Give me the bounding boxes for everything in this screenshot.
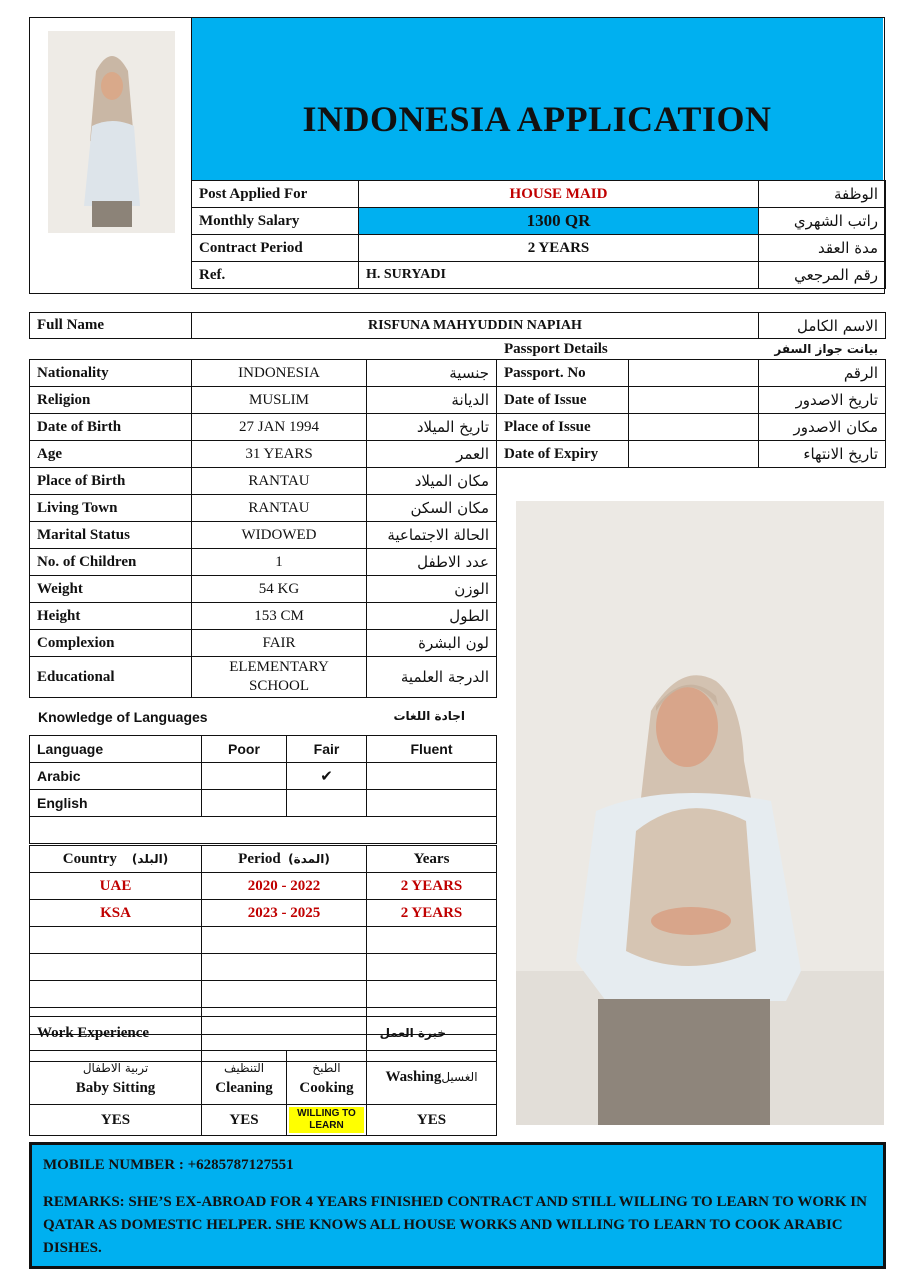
experience-years: 2 YEARS <box>367 873 497 900</box>
fair-header: Fair <box>287 736 367 763</box>
issue-date-label-ar: تاريخ الاصدور <box>759 387 886 414</box>
table-row <box>30 736 497 763</box>
contract-label: Contract Period <box>192 235 359 262</box>
skill-value: YES <box>367 1105 497 1136</box>
weight-label: Weight <box>30 576 192 603</box>
table-row <box>30 873 497 900</box>
remarks: REMARKS: SHE’S EX-ABROAD FOR 4 YEARS FINISHED CONTRACT AND STILL WILLING TO LEARN TO WORK IN QATAR AS DOMESTIC HELPER. SHE KNOWS ALL HOUSE WORKS AND WILLING TO LEARN TO COOK ARABIC DISHES. <box>43 1194 867 1256</box>
english-poor <box>202 790 287 817</box>
skill-label-ar: التنظيف <box>223 1060 265 1075</box>
dob-label: Date of Birth <box>30 414 192 441</box>
work-experience-title: Work Experience <box>37 1025 150 1041</box>
skill-label-ar: الطبخ <box>312 1060 341 1075</box>
post-label-ar: الوظفة <box>759 181 886 208</box>
passport-table <box>496 359 886 468</box>
skill-label: Cooking <box>299 1079 354 1096</box>
weight-value: 54 KG <box>192 576 367 603</box>
issue-date-value <box>629 387 759 414</box>
expiry-label: Date of Expiry <box>497 441 629 468</box>
skill-value-highlight: WILLING TO LEARN <box>289 1107 364 1133</box>
passport-title-ar: بيانت جواز السفر <box>774 342 878 356</box>
nationality-label-ar: جنسية <box>367 360 497 387</box>
experience-country: KSA <box>30 900 202 927</box>
skill-label-ar: تربية الاطفال <box>82 1060 149 1075</box>
page-title: INDONESIA APPLICATION <box>302 99 772 139</box>
applicant-photo-small <box>48 31 175 233</box>
table-row <box>497 441 886 468</box>
english-fluent <box>367 790 497 817</box>
living-town-label: Living Town <box>30 495 192 522</box>
table-row <box>30 817 497 844</box>
table-row <box>30 846 497 873</box>
table-row <box>30 1017 497 1051</box>
table-row <box>497 360 886 387</box>
age-label: Age <box>30 441 192 468</box>
salary-value: 1300 QR <box>359 208 759 235</box>
education-label-ar: الدرجة العلمية <box>367 657 497 698</box>
issue-place-label: Place of Issue <box>497 414 629 441</box>
table-row <box>30 441 497 468</box>
table-row <box>192 235 886 262</box>
job-info-table <box>191 180 886 289</box>
nationality-value: INDONESIA <box>192 360 367 387</box>
skill-value-cell <box>287 1105 367 1136</box>
skill-label: Cleaning <box>215 1079 273 1096</box>
ref-label-ar: رقم المرجعي <box>759 262 886 289</box>
table-row <box>497 414 886 441</box>
table-row <box>30 414 497 441</box>
skill-label-ar: الغسيل <box>441 1070 478 1084</box>
ref-label: Ref. <box>192 262 359 289</box>
living-town-value: RANTAU <box>192 495 367 522</box>
footer-box <box>29 1142 886 1269</box>
pob-label-ar: مكان الميلاد <box>367 468 497 495</box>
table-row <box>30 981 497 1008</box>
age-value: 31 YEARS <box>192 441 367 468</box>
full-name-value: RISFUNA MAHYUDDIN NAPIAH <box>192 313 759 339</box>
table-row <box>192 181 886 208</box>
passport-no-value <box>629 360 759 387</box>
education-label: Educational <box>30 657 192 698</box>
age-label-ar: العمر <box>367 441 497 468</box>
height-label: Height <box>30 603 192 630</box>
skill-washing <box>367 1051 497 1105</box>
country-header: Country (البلد) <box>30 846 202 873</box>
religion-value: MUSLIM <box>192 387 367 414</box>
table-row <box>30 927 497 954</box>
table-row <box>30 387 497 414</box>
table-row <box>30 1105 497 1136</box>
table-row <box>30 549 497 576</box>
dob-label-ar: تاريخ الميلاد <box>367 414 497 441</box>
table-row <box>30 900 497 927</box>
table-row <box>497 387 886 414</box>
work-experience-title-cell <box>30 1017 497 1051</box>
living-town-label-ar: مكان السكن <box>367 495 497 522</box>
religion-label: Religion <box>30 387 192 414</box>
issue-place-value <box>629 414 759 441</box>
table-row <box>30 576 497 603</box>
experience-period: 2020 - 2022 <box>202 873 367 900</box>
complexion-value: FAIR <box>192 630 367 657</box>
pob-label: Place of Birth <box>30 468 192 495</box>
table-row <box>30 630 497 657</box>
arabic-poor <box>202 763 287 790</box>
full-name-table <box>29 312 886 339</box>
ref-value: H. SURYADI <box>359 262 759 289</box>
experience-period: 2023 - 2025 <box>202 900 367 927</box>
english-fair <box>287 790 367 817</box>
table-row <box>30 1051 497 1105</box>
language-header: Language <box>30 736 202 763</box>
languages-table <box>29 735 497 844</box>
skill-value: YES <box>202 1105 287 1136</box>
expiry-label-ar: تاريخ الانتهاء <box>759 441 886 468</box>
skills-table <box>29 1050 497 1136</box>
table-row <box>30 790 497 817</box>
table-row <box>30 360 497 387</box>
applicant-figure-small-icon <box>48 31 175 233</box>
work-experience-title-row <box>29 1016 497 1051</box>
salary-label: Monthly Salary <box>192 208 359 235</box>
marital-value: WIDOWED <box>192 522 367 549</box>
years-header: Years <box>367 846 497 873</box>
passport-title: Passport Details <box>504 341 608 357</box>
table-row <box>192 208 886 235</box>
table-row <box>30 603 497 630</box>
experience-years: 2 YEARS <box>367 900 497 927</box>
salary-label-ar: راتب الشهري <box>759 208 886 235</box>
table-row <box>30 954 497 981</box>
applicant-figure-large-icon <box>516 501 884 1125</box>
expiry-value <box>629 441 759 468</box>
post-value: HOUSE MAID <box>359 181 759 208</box>
skill-label: Baby Sitting <box>75 1079 156 1096</box>
weight-label-ar: الوزن <box>367 576 497 603</box>
skill-label: Washing <box>385 1069 442 1085</box>
table-row <box>192 262 886 289</box>
children-value: 1 <box>192 549 367 576</box>
skill-cleaning <box>202 1051 287 1105</box>
poor-header: Poor <box>202 736 287 763</box>
table-row <box>30 468 497 495</box>
fluent-header: Fluent <box>367 736 497 763</box>
skill-value: YES <box>30 1105 202 1136</box>
skill-baby-sitting <box>30 1051 202 1105</box>
issue-date-label: Date of Issue <box>497 387 629 414</box>
children-label: No. of Children <box>30 549 192 576</box>
issue-place-label-ar: مكان الاصدور <box>759 414 886 441</box>
passport-no-label-ar: الرقم <box>759 360 886 387</box>
dob-value: 27 JAN 1994 <box>192 414 367 441</box>
languages-title-ar: اجادة اللغات <box>393 709 465 723</box>
religion-label-ar: الديانة <box>367 387 497 414</box>
post-label: Post Applied For <box>192 181 359 208</box>
arabic-fair-check-icon: ✔ <box>287 763 367 790</box>
pob-value: RANTAU <box>192 468 367 495</box>
table-row <box>30 522 497 549</box>
contract-label-ar: مدة العقد <box>759 235 886 262</box>
applicant-photo-large <box>516 501 884 1125</box>
skill-cooking <box>287 1051 367 1105</box>
height-label-ar: الطول <box>367 603 497 630</box>
work-experience-title-ar: خبرة العمل <box>379 1026 446 1040</box>
languages-title: Knowledge of Languages <box>38 709 208 725</box>
nationality-label: Nationality <box>30 360 192 387</box>
table-row <box>30 313 886 339</box>
height-value: 153 CM <box>192 603 367 630</box>
education-value: ELEMENTARY SCHOOL <box>192 657 367 698</box>
language-arabic: Arabic <box>30 763 202 790</box>
table-row <box>30 495 497 522</box>
contract-value: 2 YEARS <box>359 235 759 262</box>
complexion-label-ar: لون البشرة <box>367 630 497 657</box>
children-label-ar: عدد الاطفل <box>367 549 497 576</box>
table-row <box>30 657 497 698</box>
passport-no-label: Passport. No <box>497 360 629 387</box>
complexion-label: Complexion <box>30 630 192 657</box>
language-english: English <box>30 790 202 817</box>
mobile-number: MOBILE NUMBER : +6285787127551 <box>43 1157 294 1173</box>
arabic-fluent <box>367 763 497 790</box>
table-row <box>30 763 497 790</box>
marital-label: Marital Status <box>30 522 192 549</box>
full-name-label-ar: الاسم الكامل <box>759 313 886 339</box>
full-name-label: Full Name <box>30 313 192 339</box>
personal-info-table <box>29 359 497 698</box>
marital-label-ar: الحالة الاجتماعية <box>367 522 497 549</box>
period-header: Period (المدة) <box>202 846 367 873</box>
experience-country: UAE <box>30 873 202 900</box>
